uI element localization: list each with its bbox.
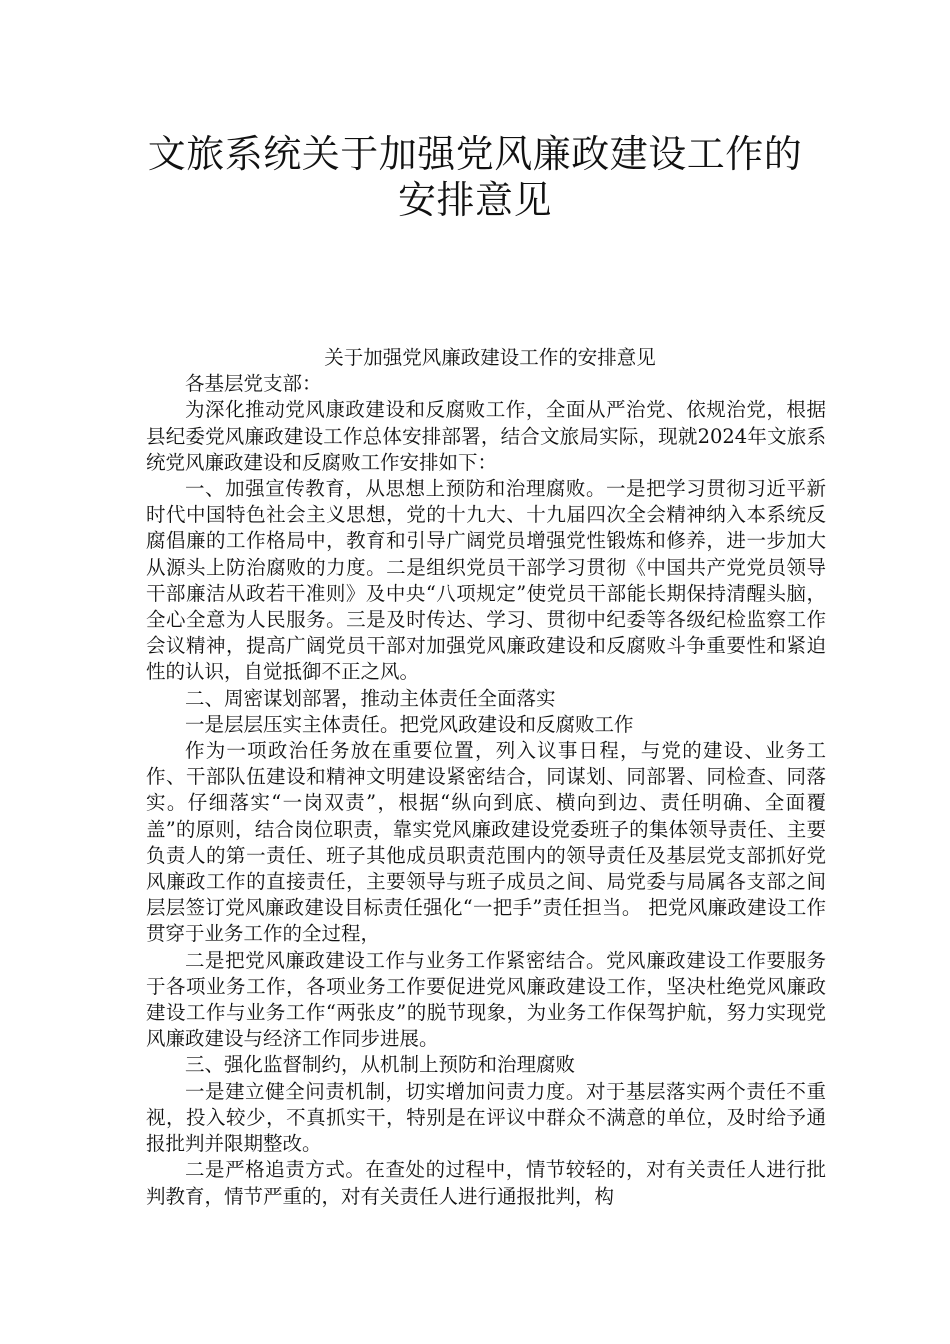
body-paragraph: 一、加强宣传教育，从思想上预防和治理腐败。一是把学习贯彻习近平新时代中国特色社会主义思想，党的十九大、十九届四次全会精神纳入本系统反腐倡廉的工作格局中，教育和引导广阔党员增强党性锻炼和修养，进一步加大从源头上防治腐败的力度。二是组织党员干部学习贯彻《中国共产党党员领导干部廉洁从政若干准则》及中央“八项规定”使党员干部能长期保持清醒头脑，全心全意为人民服务。三是及时传达、学习、贯彻中纪委等各级纪检监察工作会议精神，提高广阔党员干部对加强党风廉政建设和反腐败斗争重要性和紧迫性的认识，自觉抵御不正之风。	[146, 477, 826, 684]
document-title-line-1: 文旅系统关于加强党风廉政建设工作的	[147, 132, 803, 176]
body-paragraph: 作为一项政治任务放在重要位置，列入议事日程，与党的建设、业务工作、干部队伍建设和精神文明建设紧密结合，同谋划、同部署、同检查、同落实。仔细落实“一岗双责”，根据“纵向到底、横向到边、责任明确、全面覆盖”的原则，结合岗位职责，靠实党风廉政建设党委班子的集体领导责任、主要负责人的第一责任、班子其他成员职责范围内的领导责任及基层党支部抓好党风廉政工作的直接责任，主要领导与班子成员之间、局党委与局属各支部之间层层签订党风廉政建设目标责任强化“一把手”责任担当。 把党风廉政建设工作贯穿于业务工作的全过程，	[146, 739, 826, 946]
body-paragraph: 一是层层压实主体责任。把党风政建设和反腐败工作	[185, 712, 634, 736]
document-subtitle: 关于加强党风廉政建设工作的安排意见	[324, 346, 656, 369]
section-heading: 二、周密谋划部署，推动主体责任全面落实	[185, 686, 556, 710]
document-title-line-2: 安排意见	[397, 178, 552, 222]
salutation: 各基层党支部：	[185, 372, 322, 396]
body-paragraph: 二是把党风廉政建设工作与业务工作紧密结合。党风廉政建设工作要服务于各项业务工作，各项业务工作要促进党风廉政建设工作，坚决杜绝党风廉政建设工作与业务工作“两张皮”的脱节现象，为业务工作保驾护航，努力实现党风廉政建设与经济工作同步进展。	[146, 948, 826, 1051]
body-paragraph: 为深化推动党风康政建设和反腐败工作，全面从严治党、依规治党，根据县纪委党风廉政建设工作总体安排部署，结合文旅局实际，现就2024年文旅系统党风廉政建设和反腐败工作安排如下：	[146, 398, 826, 474]
body-paragraph: 一是建立健全问责机制，切实增加问责力度。对于基层落实两个责任不重视，投入较少，不真抓实干，特别是在评议中群众不满意的单位，及时给予通报批判并限期整改。	[146, 1079, 826, 1156]
document-body	[146, 345, 826, 1210]
section-heading: 三、强化监督制约，从机制上预防和治理腐败	[185, 1053, 576, 1077]
body-paragraph: 二是严格追责方式。在查处的过程中，情节较轻的，对有关责任人进行批判教育，情节严重的，对有关责任人进行通报批判，构	[146, 1158, 826, 1208]
